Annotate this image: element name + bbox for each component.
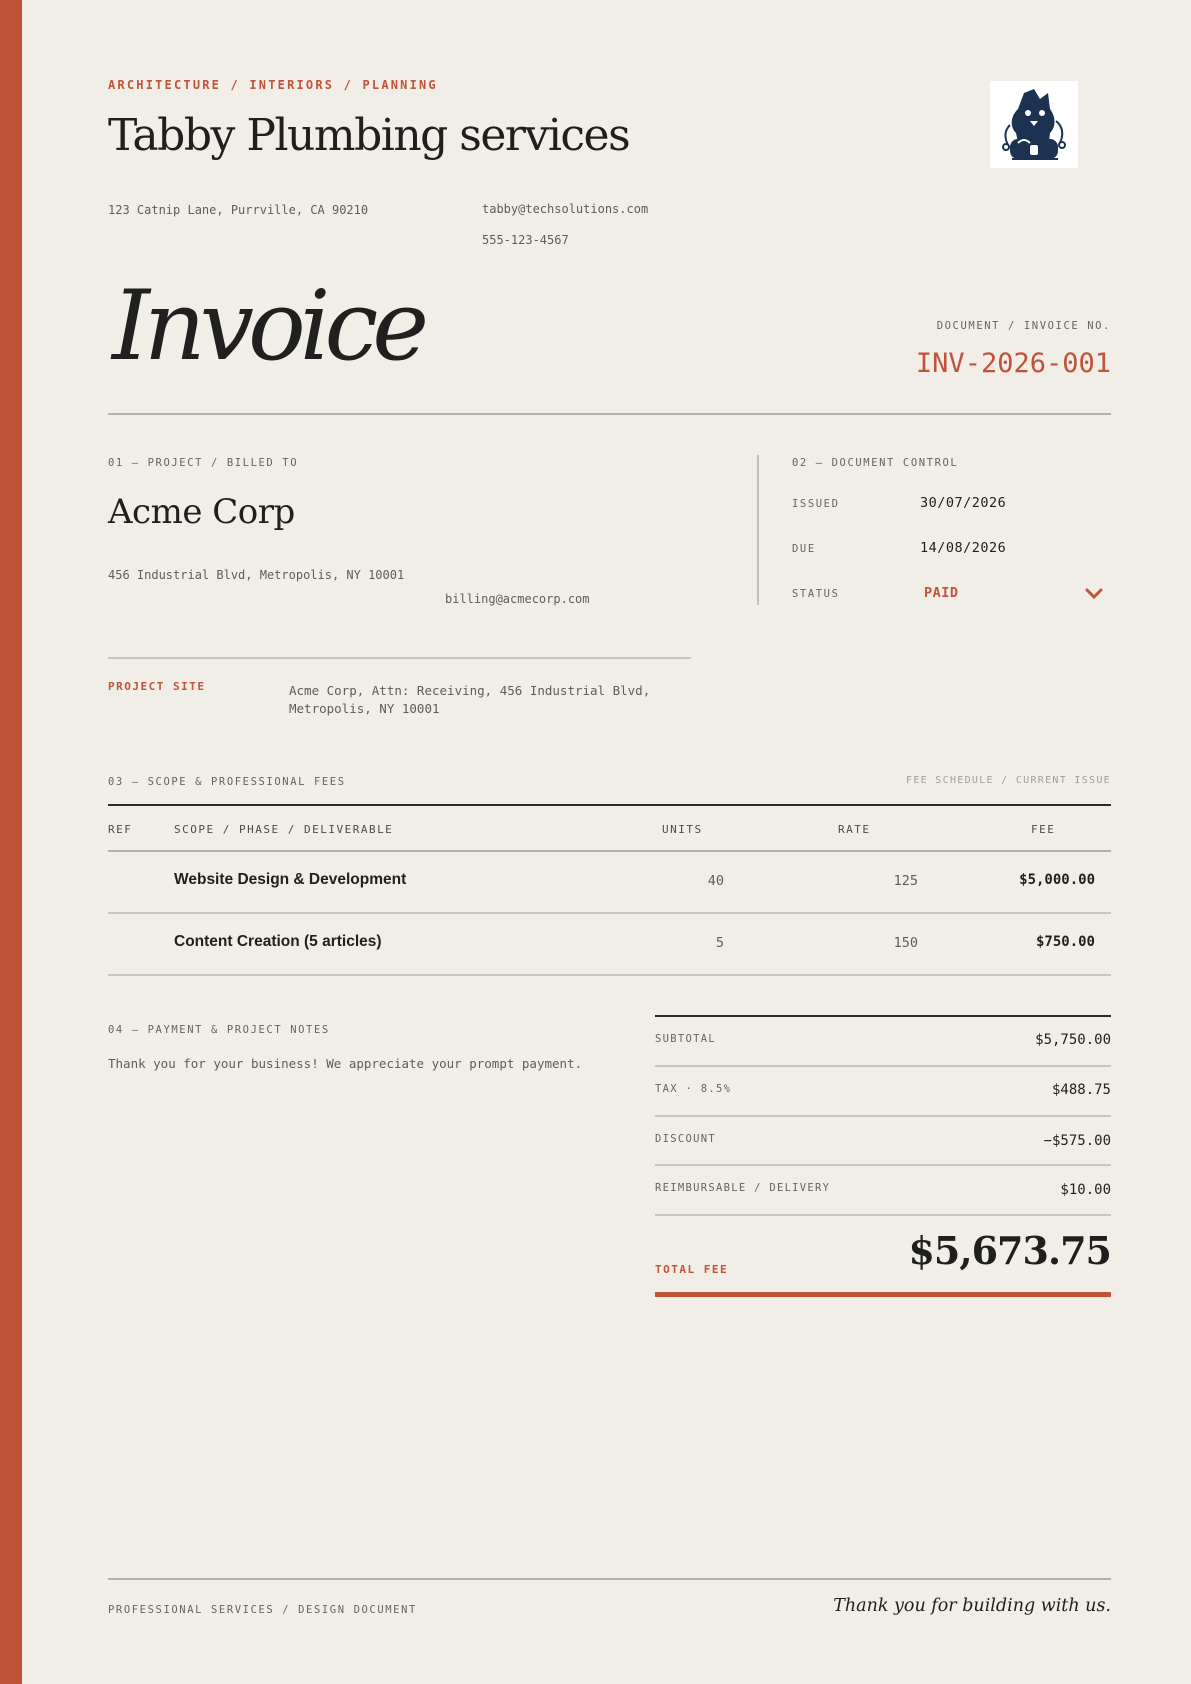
total-accent-rule — [655, 1292, 1111, 1297]
col-rate: RATE — [838, 823, 871, 836]
status-select[interactable] — [920, 580, 1112, 608]
footer-left: PROFESSIONAL SERVICES / DESIGN DOCUMENT — [108, 1604, 417, 1616]
table-row — [108, 852, 1111, 912]
discount-value: −$575.00 — [1043, 1133, 1111, 1149]
billed-to-label: 01 — PROJECT / BILLED TO — [108, 457, 299, 469]
row-description: Content Creation (5 articles) — [174, 933, 382, 950]
status-value: PAID — [924, 585, 959, 601]
row-description: Website Design & Development — [174, 871, 407, 888]
totals-divider — [655, 1065, 1111, 1067]
scope-label: 03 — SCOPE & PROFESSIONAL FEES — [108, 776, 346, 788]
company-email[interactable]: tabby@techsolutions.com — [482, 202, 649, 216]
row-units: 40 — [707, 873, 724, 889]
notes-text: Thank you for your business! We appreciate your prompt payment. — [108, 1056, 583, 1071]
accent-sidebar — [0, 0, 22, 1684]
total-fee-label: TOTAL FEE — [655, 1263, 729, 1276]
reimbursable-label: REIMBURSABLE / DELIVERY — [655, 1182, 831, 1194]
totals-divider — [655, 1164, 1111, 1166]
document-title: Invoice — [112, 270, 424, 382]
site-divider — [108, 657, 691, 659]
reimbursable-value: $10.00 — [1060, 1182, 1111, 1198]
due-date: 14/08/2026 — [920, 540, 1007, 556]
invoice-number: INV-2026-001 — [915, 348, 1111, 379]
title-divider — [108, 413, 1111, 415]
totals-divider — [655, 1115, 1111, 1117]
subtotal-label: SUBTOTAL — [655, 1033, 716, 1045]
client-email[interactable]: billing@acmecorp.com — [445, 592, 590, 606]
project-site-line1: Acme Corp, Attn: Receiving, 456 Industrial Blvd, — [289, 683, 651, 698]
invoice-number-label: DOCUMENT / INVOICE NO. — [936, 320, 1111, 332]
table-row — [108, 914, 1111, 974]
row-rate: 125 — [893, 873, 918, 889]
row-rate: 150 — [893, 935, 918, 951]
project-site-line2: Metropolis, NY 10001 — [289, 701, 440, 716]
status-label: STATUS — [792, 588, 840, 600]
tax-label: TAX · 8.5% — [655, 1083, 732, 1095]
row-fee: $750.00 — [1035, 934, 1095, 950]
totals-divider — [655, 1214, 1111, 1216]
cat-logo-icon — [990, 81, 1078, 168]
row-units: 5 — [715, 935, 724, 951]
discount-label: DISCOUNT — [655, 1133, 716, 1145]
table-top-rule — [108, 804, 1111, 806]
subtotal-value: $5,750.00 — [1035, 1032, 1111, 1048]
footer-divider — [108, 1578, 1111, 1580]
document-control-label: 02 — DOCUMENT CONTROL — [792, 457, 959, 469]
project-site-label: PROJECT SITE — [108, 680, 206, 693]
chevron-down-icon[interactable] — [1084, 586, 1104, 607]
tax-value: $488.75 — [1051, 1082, 1111, 1098]
issued-label: ISSUED — [792, 498, 840, 510]
table-bottom-rule — [108, 974, 1111, 976]
total-fee-value: $5,673.75 — [908, 1228, 1111, 1273]
notes-label: 04 — PAYMENT & PROJECT NOTES — [108, 1024, 330, 1036]
vertical-divider — [757, 455, 759, 605]
client-address: 456 Industrial Blvd, Metropolis, NY 10001 — [108, 568, 405, 582]
footer-tagline: Thank you for building with us. — [833, 1596, 1111, 1616]
practice-kicker: ARCHITECTURE / INTERIORS / PLANNING — [108, 78, 438, 92]
col-ref: REF — [108, 823, 133, 836]
issued-date: 30/07/2026 — [920, 495, 1007, 511]
totals-top-rule — [655, 1015, 1111, 1017]
col-units: UNITS — [662, 823, 703, 836]
client-name: Acme Corp — [108, 492, 295, 532]
fee-schedule-label: FEE SCHEDULE / CURRENT ISSUE — [906, 775, 1111, 786]
company-name: Tabby Plumbing services — [108, 110, 630, 161]
company-address: 123 Catnip Lane, Purrville, CA 90210 — [108, 203, 369, 217]
col-fee: FEE — [1031, 823, 1056, 836]
col-desc: SCOPE / PHASE / DELIVERABLE — [174, 823, 394, 836]
due-label: DUE — [792, 543, 816, 555]
company-phone: 555-123-4567 — [482, 233, 569, 247]
row-fee: $5,000.00 — [1019, 872, 1095, 888]
